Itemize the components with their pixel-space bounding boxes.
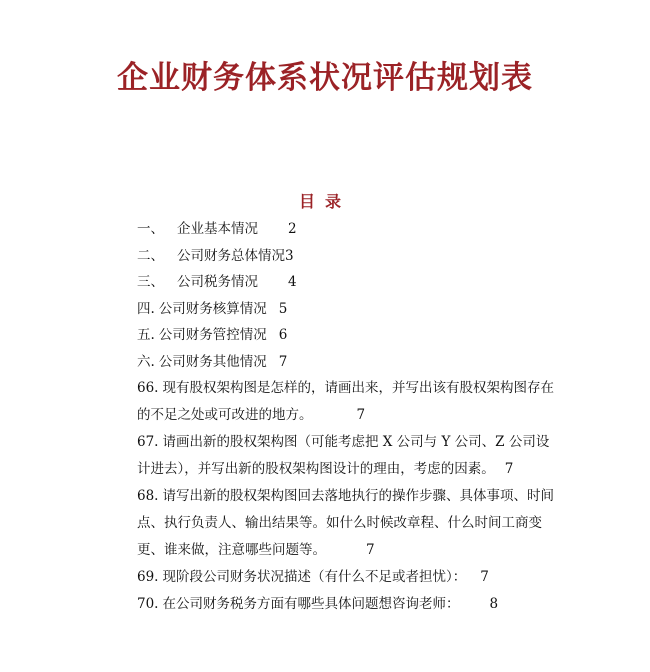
toc-entry[interactable] xyxy=(137,216,557,243)
toc-entry-number: 66. xyxy=(137,380,159,396)
toc-entry-number: 68. xyxy=(137,488,159,504)
toc-entry-number: 三、 xyxy=(137,274,164,290)
toc-entry-page: 7 xyxy=(356,407,366,423)
toc-entry-page: 4 xyxy=(288,274,297,290)
toc-entry[interactable] xyxy=(137,296,557,323)
toc-heading: 目录 xyxy=(298,192,351,211)
toc-entry-number: 四. xyxy=(137,300,155,317)
toc-entry-number: 二、 xyxy=(137,247,164,264)
toc-entry-page: 7 xyxy=(278,353,288,370)
toc-entry-number: 六. xyxy=(137,353,155,370)
document-title: 企业财务体系状况评估规划表 xyxy=(117,60,533,96)
toc-entry-number: 一、 xyxy=(137,221,164,237)
toc-entry-page: 2 xyxy=(288,221,297,237)
toc-entry[interactable] xyxy=(137,483,557,564)
toc-entry[interactable] xyxy=(137,269,557,296)
toc-entry[interactable] xyxy=(137,322,557,349)
toc-entry-text: 请画出新的股权架构图（可能考虑把 X 公司与 Y 公司、Z 公司设计进去），并写出新的股权架构图设计的理由，考虑的因素。 xyxy=(137,434,550,477)
toc-entry-text: 公司财务管控情况 xyxy=(158,327,267,343)
toc-entry-page: 7 xyxy=(366,542,375,558)
toc-entry-text: 公司财务核算情况 xyxy=(158,300,267,317)
toc-entry[interactable] xyxy=(137,375,557,429)
table-of-contents xyxy=(137,216,557,617)
toc-entry-page: 6 xyxy=(278,327,288,343)
toc-entry-page: 8 xyxy=(489,595,499,612)
toc-entry[interactable] xyxy=(137,243,557,270)
toc-entry-text: 请写出新的股权架构图回去落地执行的操作步骤、具体事项、时间点、执行负责人、输出结果等。如什么时候改章程、什么时间工商变更、谁来做，注意哪些问题等。 xyxy=(137,488,554,558)
toc-entry-text: 现有股权架构图是怎样的，请画出来，并写出该有股权架构图存在的不足之处或可改进的地方。 xyxy=(137,380,554,423)
toc-entry-text: 公司财务其他情况 xyxy=(158,353,267,370)
toc-entry[interactable] xyxy=(137,349,557,376)
toc-entry-page: 7 xyxy=(480,569,489,585)
toc-entry-text: 企业基本情况 xyxy=(177,221,258,237)
toc-entry-text: 公司财务总体情况 xyxy=(177,247,285,264)
toc-entry-text: 公司税务情况 xyxy=(177,274,258,290)
toc-entry[interactable] xyxy=(137,591,557,618)
toc-entry[interactable] xyxy=(137,564,557,591)
toc-entry-number: 五. xyxy=(137,327,155,343)
toc-entry-page: 5 xyxy=(278,300,288,317)
toc-entry-page: 7 xyxy=(504,461,514,477)
toc-entry-number: 70. xyxy=(137,595,159,612)
toc-entry-number: 69. xyxy=(137,569,159,585)
toc-entry-number: 67. xyxy=(137,434,159,450)
toc-entry-text: 现阶段公司财务状况描述（有什么不足或者担忧）： xyxy=(162,569,467,585)
toc-entry-text: 在公司财务税务方面有哪些具体问题想咨询老师： xyxy=(162,595,460,612)
toc-entry[interactable] xyxy=(137,429,557,483)
toc-entry-page: 3 xyxy=(285,247,294,264)
